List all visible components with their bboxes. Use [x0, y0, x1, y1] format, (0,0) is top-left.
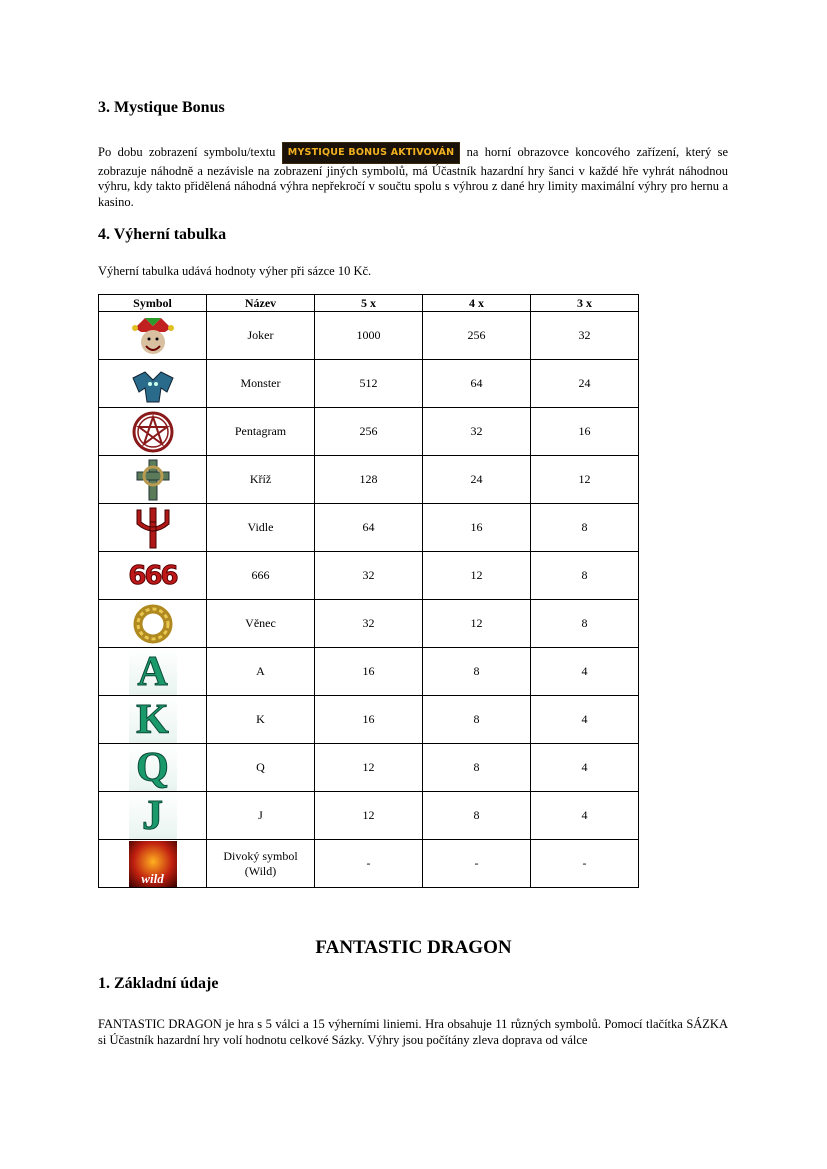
symbol-j-icon: J [129, 793, 177, 839]
payout-5x: 16 [315, 696, 423, 744]
payout-4x: 256 [423, 312, 531, 360]
symbol-cell [99, 504, 207, 552]
symbol-q-icon: Q [129, 745, 177, 791]
table-row [99, 408, 639, 456]
payout-3x: 16 [531, 408, 639, 456]
payout-3x: 8 [531, 600, 639, 648]
payout-5x: 12 [315, 792, 423, 840]
symbol-trident-icon [129, 505, 177, 551]
header-name: Název [207, 295, 315, 312]
game-title: FANTASTIC DRAGON [315, 937, 512, 958]
symbol-cell [99, 600, 207, 648]
symbol-name: Divoký symbol (Wild) [207, 840, 315, 888]
symbol-cross-icon [129, 457, 177, 503]
table-row [99, 648, 639, 696]
payout-4x: 12 [423, 552, 531, 600]
section-heading-basic-info: 1. Základní údaje [98, 975, 219, 992]
section-heading-win-table: 4. Výherní tabulka [98, 226, 227, 243]
table-row [99, 552, 639, 600]
mystique-bonus-badge-image: MYSTIQUE BONUS AKTIVOVÁN [282, 142, 460, 164]
symbol-name: 666 [207, 552, 315, 600]
symbol-cell [99, 408, 207, 456]
table-row [99, 744, 639, 792]
table-row [99, 600, 639, 648]
symbol-name: Joker [207, 312, 315, 360]
payout-5x: 128 [315, 456, 423, 504]
payout-5x: 64 [315, 504, 423, 552]
payout-3x: - [531, 840, 639, 888]
payout-5x: - [315, 840, 423, 888]
payout-4x: 16 [423, 504, 531, 552]
symbol-wreath-icon [129, 601, 177, 647]
symbol-cell [99, 456, 207, 504]
section-heading-mystique-bonus: 3. Mystique Bonus [98, 99, 225, 116]
paragraph-text: Po dobu zobrazení symbolu/textu [98, 145, 276, 159]
symbol-cell [99, 696, 207, 744]
win-table [98, 294, 639, 888]
payout-4x: 8 [423, 744, 531, 792]
payout-4x: 8 [423, 696, 531, 744]
symbol-cell [99, 552, 207, 600]
payout-4x: 24 [423, 456, 531, 504]
payout-3x: 32 [531, 312, 639, 360]
payout-3x: 8 [531, 504, 639, 552]
payout-3x: 4 [531, 648, 639, 696]
payout-5x: 16 [315, 648, 423, 696]
payout-3x: 4 [531, 744, 639, 792]
payout-4x: 8 [423, 648, 531, 696]
header-3x: 3 x [531, 295, 639, 312]
payout-4x: 64 [423, 360, 531, 408]
paragraph-text: na horní obrazovce koncového zařízení, který se zobrazuje náhodně a nezávisle na zobrazení jiných symbolů, má Účastník hazardní hry šanci v každé hře vyhrát náhodnou výhru, kdy takto přidělená náhodná výhra nepřekročí v součtu spolu s výhrou z dané hry limity maximální výhry pro hernu a kasino. [98, 145, 728, 209]
payout-4x: 12 [423, 600, 531, 648]
symbol-name: K [207, 696, 315, 744]
payout-3x: 4 [531, 792, 639, 840]
symbol-name: Q [207, 744, 315, 792]
symbol-name: Pentagram [207, 408, 315, 456]
symbol-name: Monster [207, 360, 315, 408]
symbol-name: A [207, 648, 315, 696]
symbol-cell [99, 744, 207, 792]
payout-3x: 4 [531, 696, 639, 744]
symbol-666-icon: 666 [128, 560, 177, 591]
table-row [99, 840, 639, 888]
symbol-pentagram-icon [129, 409, 177, 455]
symbol-cell [99, 312, 207, 360]
payout-3x: 24 [531, 360, 639, 408]
symbol-cell [99, 360, 207, 408]
symbol-a-icon: A [129, 649, 177, 695]
symbol-cell [99, 792, 207, 840]
symbol-name: J [207, 792, 315, 840]
table-row [99, 360, 639, 408]
payout-4x: - [423, 840, 531, 888]
payout-3x: 8 [531, 552, 639, 600]
table-row [99, 456, 639, 504]
payout-5x: 12 [315, 744, 423, 792]
header-symbol: Symbol [99, 295, 207, 312]
payout-3x: 12 [531, 456, 639, 504]
payout-4x: 32 [423, 408, 531, 456]
mystique-bonus-paragraph [98, 142, 728, 210]
table-header-row [99, 295, 639, 312]
header-4x: 4 x [423, 295, 531, 312]
table-row [99, 312, 639, 360]
payout-5x: 32 [315, 600, 423, 648]
symbol-name: Kříž [207, 456, 315, 504]
basic-info-paragraph: FANTASTIC DRAGON je hra s 5 válci a 15 výherními liniemi. Hra obsahuje 11 různých symbolů. Pomocí tlačítka SÁZKA si Účastník hazardní hry volí hodnotu celkové Sázky. Výhry jsou počítány zleva doprava od válce [98, 1017, 728, 1047]
payout-5x: 1000 [315, 312, 423, 360]
win-table-intro: Výherní tabulka udává hodnoty výher při sázce 10 Kč. [98, 264, 372, 278]
symbol-k-icon: K [129, 697, 177, 743]
symbol-monster-icon [129, 361, 177, 407]
table-row [99, 792, 639, 840]
payout-4x: 8 [423, 792, 531, 840]
table-row [99, 696, 639, 744]
symbol-joker-icon [129, 313, 177, 359]
symbol-name: Vidle [207, 504, 315, 552]
payout-5x: 512 [315, 360, 423, 408]
symbol-cell [99, 648, 207, 696]
symbol-wild-icon: wild [129, 841, 177, 887]
table-row [99, 504, 639, 552]
header-5x: 5 x [315, 295, 423, 312]
payout-5x: 256 [315, 408, 423, 456]
payout-5x: 32 [315, 552, 423, 600]
symbol-name: Věnec [207, 600, 315, 648]
symbol-cell [99, 840, 207, 888]
